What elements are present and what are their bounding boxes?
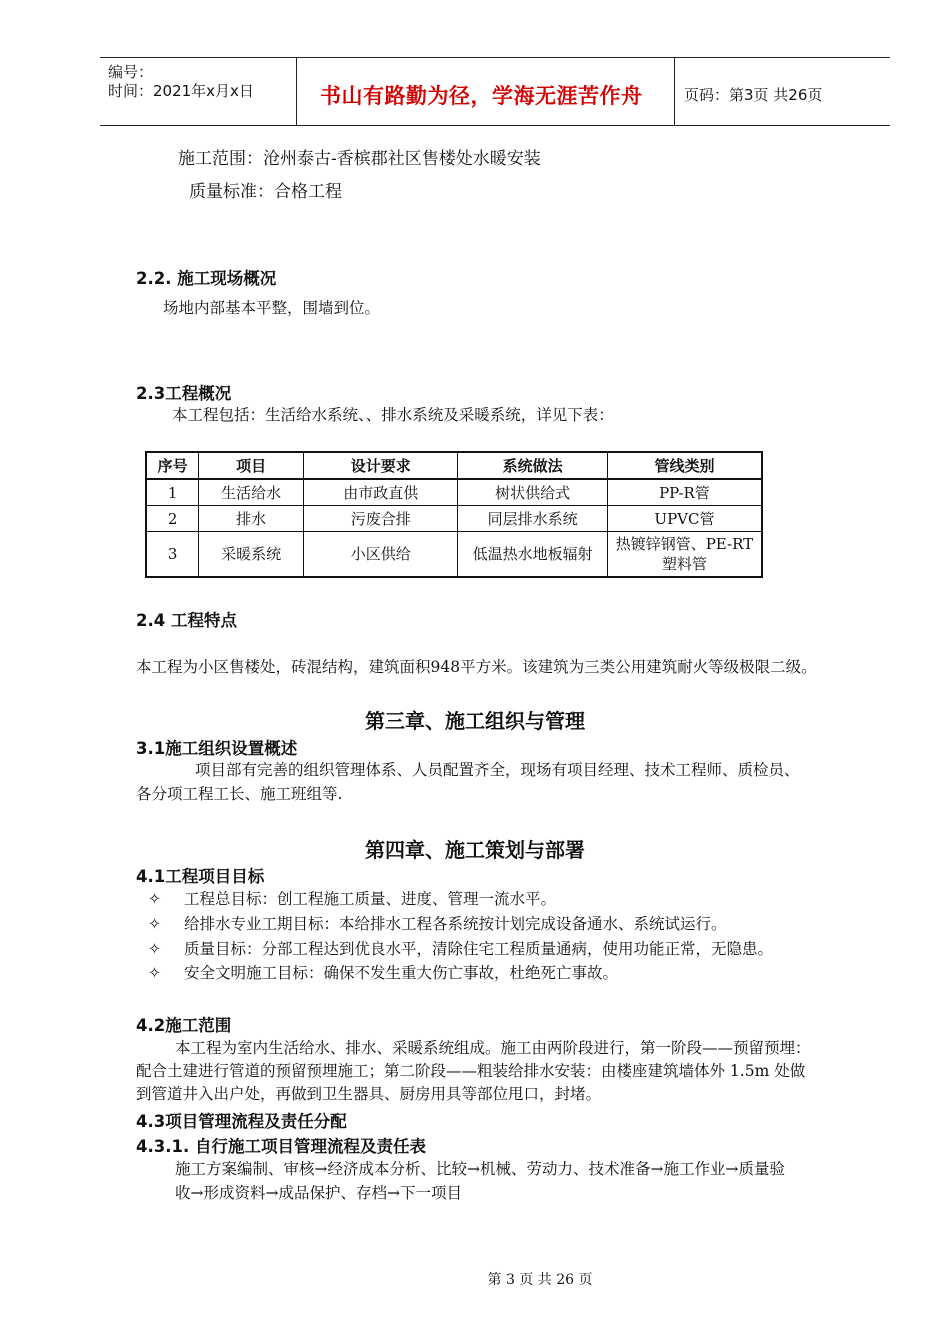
section-3-1-line2: 各分项工程工长、施工班组等. — [136, 785, 343, 803]
table-cell: 同层排水系统 — [458, 506, 607, 532]
section-4-2-heading: 4.2施工范围 — [136, 1016, 232, 1035]
table-cell: 1 — [146, 479, 199, 506]
table-cell: 热镀锌钢管、PE-RT塑料管 — [607, 532, 762, 578]
col-header-design-requirement: 设计要求 — [303, 452, 457, 479]
col-header-item: 项目 — [199, 452, 304, 479]
diamond-bullet-icon: ✧ — [148, 915, 161, 933]
table-cell: 由市政直供 — [303, 479, 457, 506]
section-4-2-line3: 到管道井入出户处，再做到卫生器具、厨房用具等部位甩口，封堵。 — [136, 1085, 602, 1103]
section-4-3-1-heading: 4.3.1. 自行施工项目管理流程及责任表 — [136, 1137, 426, 1156]
section-4-3-heading: 4.3项目管理流程及责任分配 — [136, 1112, 347, 1131]
header-bottom-rule — [100, 125, 890, 126]
diamond-bullet-icon: ✧ — [148, 890, 161, 908]
section-2-4-heading: 2.4 工程特点 — [136, 611, 237, 630]
table-cell: PP-R管 — [607, 479, 762, 506]
table-cell: UPVC管 — [607, 506, 762, 532]
chapter-4-title: 第四章、施工策划与部署 — [365, 838, 585, 862]
goal-text: 给排水专业工期目标：本给排水工程各系统按计划完成设备通水、系统试运行。 — [184, 915, 727, 933]
header-motto: 书山有路勤为径，学海无涯苦作舟 — [320, 84, 643, 108]
document-time-label: 时间：2021年x月x日 — [108, 82, 254, 100]
section-4-3-1-line1: 施工方案编制、审核→经济成本分析、比较→机械、劳动力、技术准备→施工作业→质量验 — [175, 1160, 785, 1178]
goal-item — [148, 937, 773, 959]
diamond-bullet-icon: ✧ — [148, 964, 161, 982]
goal-item — [148, 887, 556, 909]
section-4-3-1-line2: 收→形成资料→成品保护、存档→下一项目 — [175, 1184, 462, 1202]
table-row — [146, 506, 762, 532]
table-row — [146, 532, 762, 578]
table-header-row — [146, 452, 762, 479]
section-3-1-heading: 3.1施工组织设置概述 — [136, 739, 298, 758]
chapter-3-title: 第三章、施工组织与管理 — [365, 709, 585, 733]
section-2-4-text: 本工程为小区售楼处，砖混结构，建筑面积948平方米。该建筑为三类公用建筑耐火等级极限二级。 — [136, 658, 817, 676]
table-row — [146, 479, 762, 506]
col-header-pipe-type: 管线类别 — [607, 452, 762, 479]
goal-text: 质量目标：分部工程达到优良水平，清除住宅工程质量通病，使用功能正常，无隐患。 — [184, 940, 774, 958]
table-cell: 生活给水 — [199, 479, 304, 506]
section-2-3-text: 本工程包括：生活给水系统、、排水系统及采暖系统，详见下表： — [172, 406, 614, 424]
quality-standard: 质量标准：合格工程 — [189, 182, 342, 202]
table-cell: 采暖系统 — [199, 532, 304, 578]
section-4-2-line2: 配合土建进行管道的预留预埋施工；第二阶段——粗装给排水安装：由楼座建筑墙体外 1.5m 处做 — [136, 1062, 806, 1080]
page-footer: 第 3 页 共 26 页 — [487, 1272, 593, 1288]
document-number-label: 编号： — [108, 63, 154, 81]
project-overview-table — [145, 451, 763, 578]
table-cell: 3 — [146, 532, 199, 578]
goal-text: 安全文明施工目标：确保不发生重大伤亡事故，杜绝死亡事故。 — [184, 964, 619, 982]
construction-scope: 施工范围：沧州泰古-香槟郡社区售楼处水暖安装 — [178, 149, 541, 169]
header-top-rule — [100, 57, 890, 58]
section-3-1-line1: 项目部有完善的组织管理体系、人员配置齐全，现场有项目经理、技术工程师、质检员、 — [195, 761, 800, 779]
section-4-1-heading: 4.1工程项目目标 — [136, 867, 265, 886]
section-2-2-text: 场地内部基本平整，围墙到位。 — [163, 299, 381, 317]
col-header-index: 序号 — [146, 452, 199, 479]
table-cell: 树状供给式 — [458, 479, 607, 506]
goal-text: 工程总目标：创工程施工质量、进度、管理一流水平。 — [184, 890, 557, 908]
table-cell: 2 — [146, 506, 199, 532]
header-divider-left — [296, 57, 297, 125]
col-header-system-method: 系统做法 — [458, 452, 607, 479]
section-2-3-heading: 2.3工程概况 — [136, 384, 232, 403]
table-cell: 排水 — [199, 506, 304, 532]
header-divider-right — [674, 57, 675, 125]
section-2-2-heading: 2.2. 施工现场概况 — [136, 269, 277, 288]
goal-item — [148, 961, 618, 983]
diamond-bullet-icon: ✧ — [148, 940, 161, 958]
table-cell: 低温热水地板辐射 — [458, 532, 607, 578]
header-page-label: 页码：第3页 共26页 — [684, 86, 823, 104]
table-cell: 小区供给 — [303, 532, 457, 578]
goal-item — [148, 912, 727, 934]
section-4-2-line1: 本工程为室内生活给水、排水、采暖系统组成。施工由两阶段进行，第一阶段——预留预埋： — [175, 1039, 811, 1057]
table-cell: 污废合排 — [303, 506, 457, 532]
